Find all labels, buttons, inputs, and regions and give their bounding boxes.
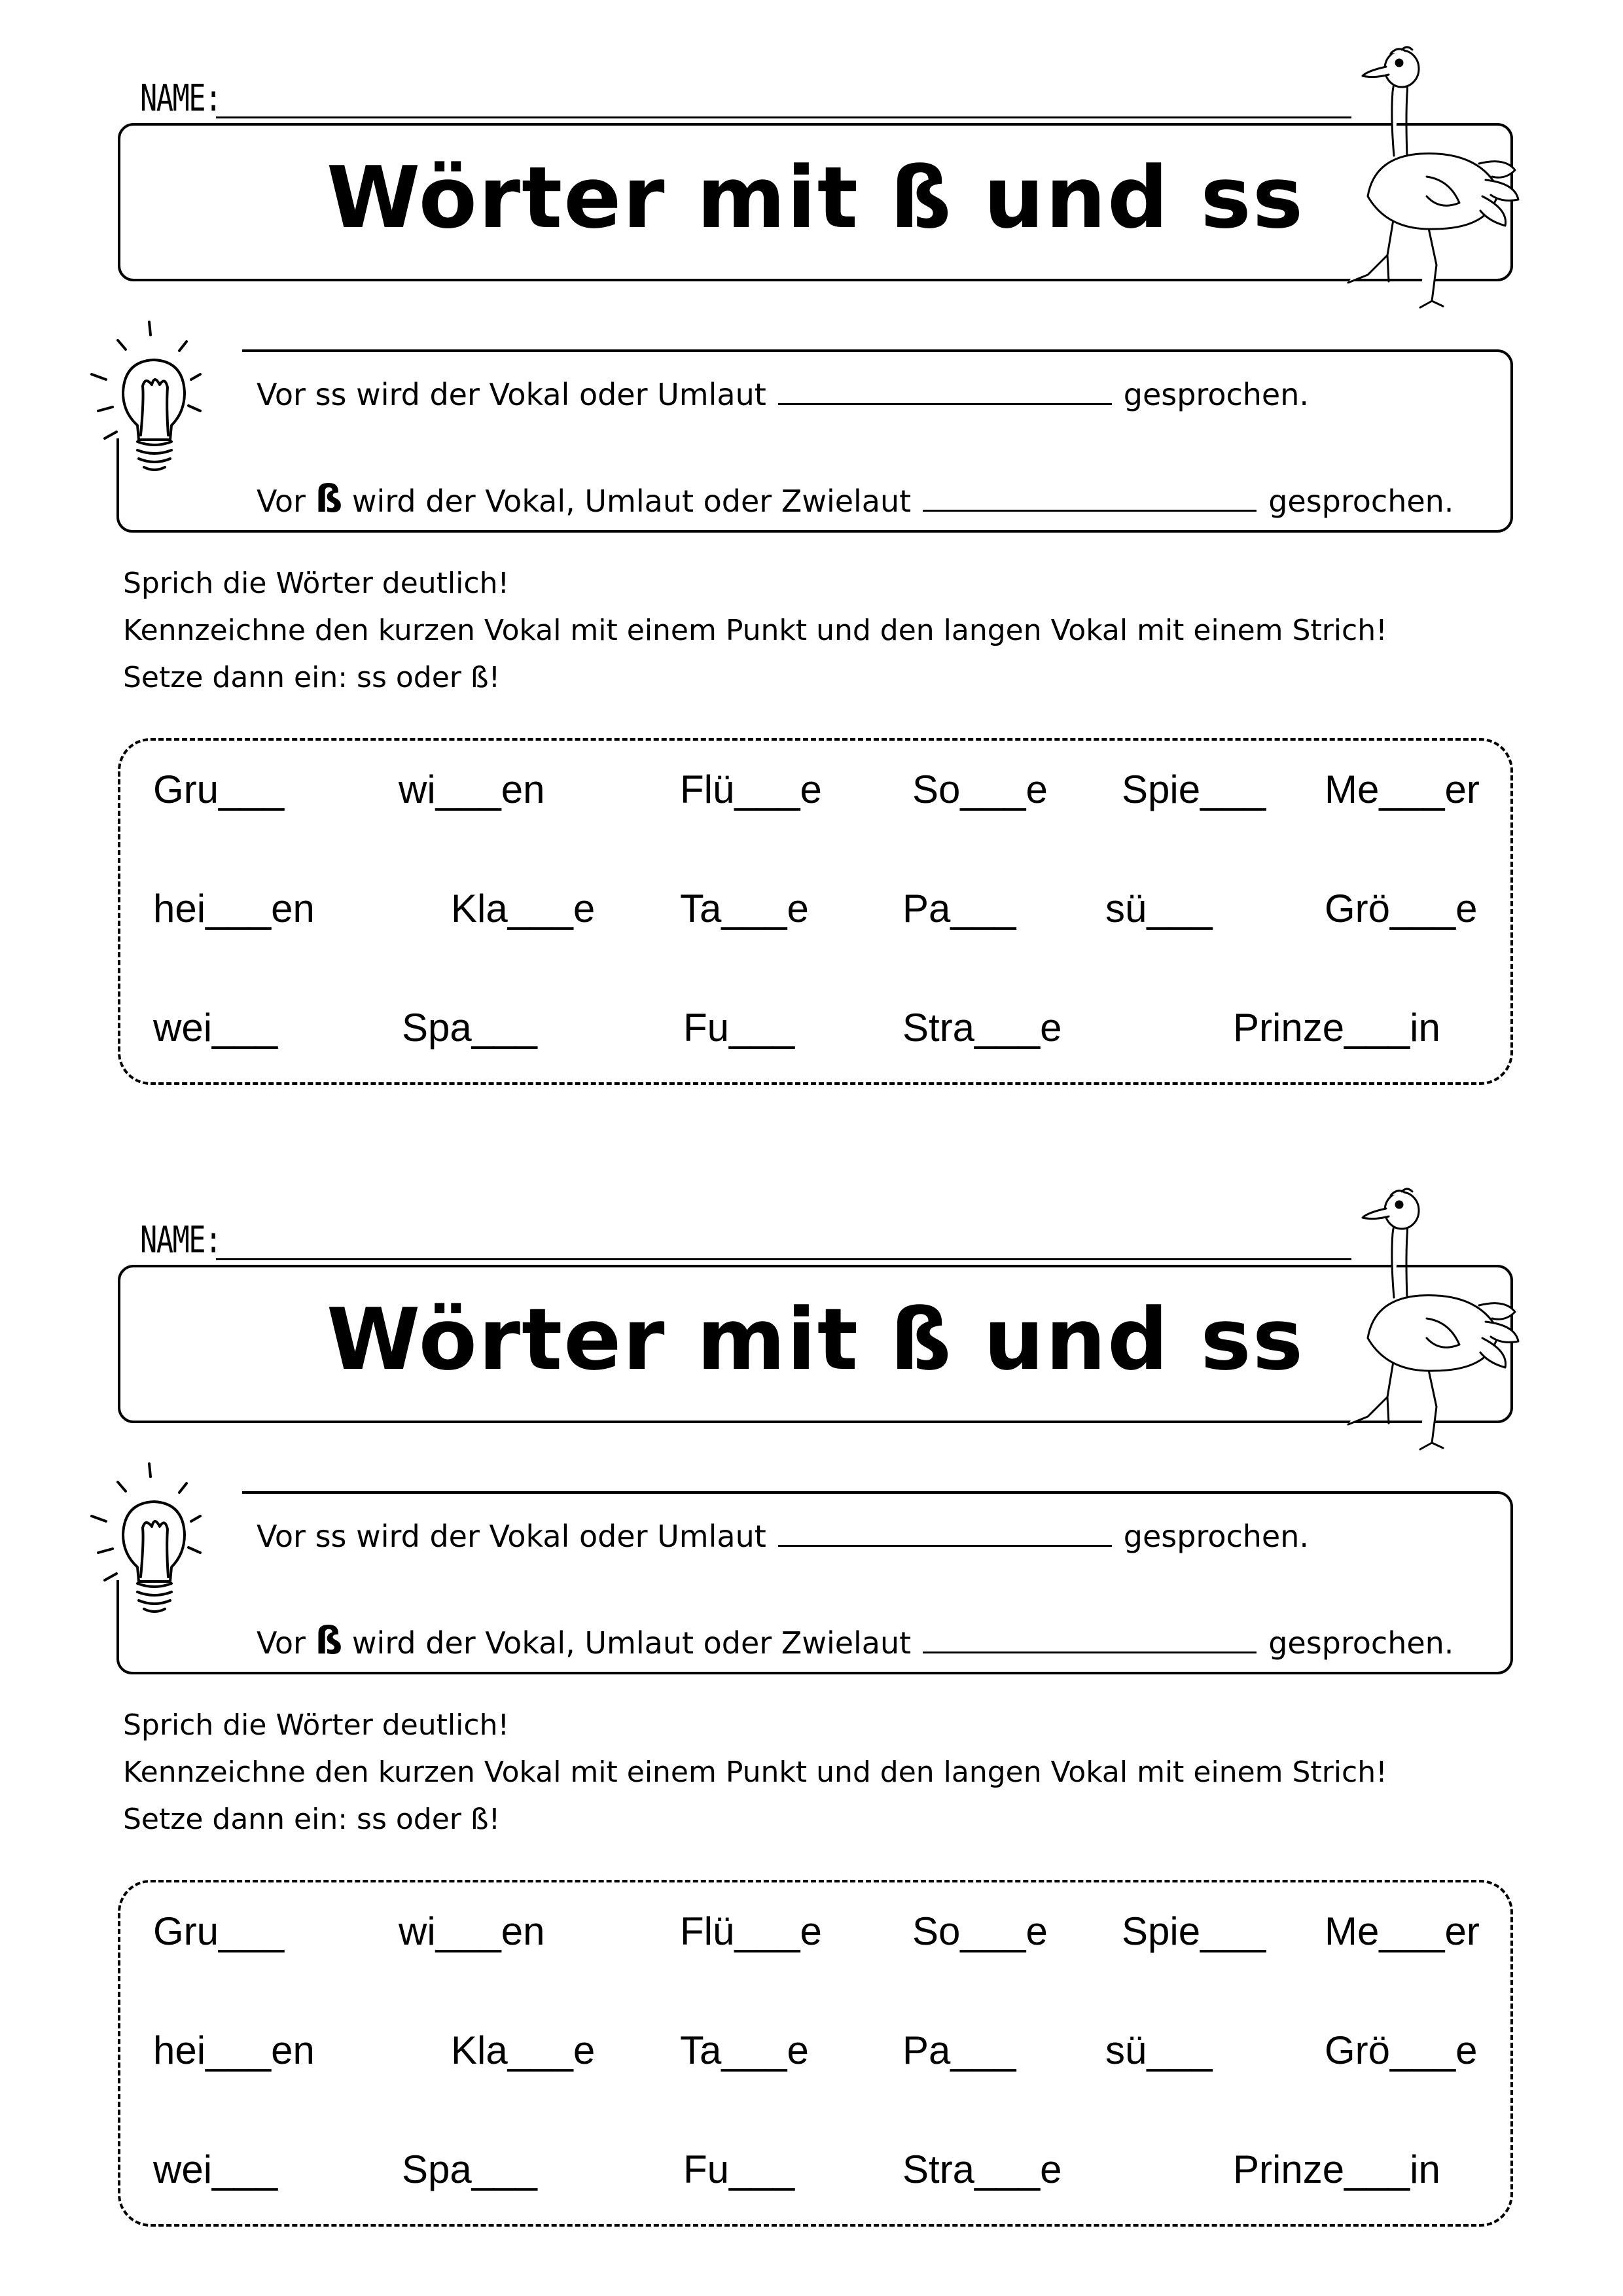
exercise-word[interactable]: Kla___e [451,2028,596,2072]
rule-sz-text-start: Vor [257,484,306,519]
lightbulb-icon [72,1443,236,1619]
answer-blank[interactable] [778,1544,1112,1547]
exercise-word[interactable]: Stra___e [902,2147,1062,2191]
rule-sz-text-start: Vor [257,1625,306,1661]
exercise-word[interactable]: Flü___e [680,1909,822,1953]
exercise-word[interactable]: Fu___ [683,1006,795,1050]
rule-ss [257,1519,1309,1554]
sz-symbol: ß [315,1618,343,1663]
ostrich-illustration [1329,1181,1525,1456]
rule-ss-suffix: gesprochen. [1123,377,1309,412]
rule-sz-text: wird der Vokal, Umlaut oder Zwielaut [351,484,912,519]
ostrich-illustration [1329,39,1525,314]
rule-sz-text: wird der Vokal, Umlaut oder Zwielaut [351,1625,912,1661]
exercise-word[interactable]: Grö___e [1325,2028,1478,2072]
exercise-word[interactable]: Ta___e [680,887,809,930]
rule-sz-suffix: gesprochen. [1268,1625,1454,1661]
rule-ss-suffix: gesprochen. [1123,1519,1309,1554]
rule-sz-suffix: gesprochen. [1268,484,1454,519]
exercise-word[interactable]: Spa___ [402,1006,537,1050]
name-label: NAME: [140,1219,221,1262]
exercise-word[interactable]: Gru___ [153,1909,285,1953]
exercise-word[interactable]: Ta___e [680,2028,809,2072]
exercise-word[interactable]: Spa___ [402,2147,537,2191]
rule-ss [257,377,1309,412]
rule-ss-text: Vor ss wird der Vokal oder Umlaut [257,377,766,412]
answer-blank[interactable] [923,1651,1257,1653]
exercise-word[interactable]: Kla___e [451,887,596,930]
exercise-word[interactable]: Prinze___in [1233,1006,1440,1050]
exercise-word[interactable]: So___e [912,768,1048,811]
instruction: Setze dann ein: ss oder ß! [123,661,501,694]
exercise-word[interactable]: Me___er [1325,768,1480,811]
name-line [216,1258,1351,1260]
word-exercise-box [118,738,1513,1085]
instruction: Kennzeichne den kurzen Vokal mit einem Punkt und den langen Vokal mit einem Strich! [123,1756,1387,1789]
exercise-word[interactable]: Fu___ [683,2147,795,2191]
exercise-word[interactable]: wi___en [399,1909,545,1953]
answer-blank[interactable] [923,509,1257,512]
name-label: NAME: [140,77,221,120]
exercise-word[interactable]: sü___ [1105,2028,1213,2072]
exercise-word[interactable]: Pa___ [902,2028,1016,2072]
exercise-word[interactable]: sü___ [1105,887,1213,930]
exercise-word[interactable]: hei___en [153,2028,315,2072]
exercise-word[interactable]: Pa___ [902,887,1016,930]
worksheet-title: Wörter mit ß und ss [326,148,1305,247]
exercise-word[interactable]: Me___er [1325,1909,1480,1953]
exercise-word[interactable]: Gru___ [153,768,285,811]
answer-blank[interactable] [778,402,1112,405]
rule-sz [257,476,1454,521]
exercise-word[interactable]: wei___ [153,2147,278,2191]
rule-ss-text: Vor ss wird der Vokal oder Umlaut [257,1519,766,1554]
lightbulb-icon [72,301,236,478]
exercise-word[interactable]: Grö___e [1325,887,1478,930]
word-exercise-box [118,1880,1513,2227]
worksheet [0,0,1623,1139]
exercise-word[interactable]: Stra___e [902,1006,1062,1050]
sz-symbol: ß [315,476,343,521]
exercise-word[interactable]: wei___ [153,1006,278,1050]
exercise-word[interactable]: Prinze___in [1233,2147,1440,2191]
name-line [216,116,1351,118]
exercise-word[interactable]: Spie___ [1122,768,1266,811]
worksheet-title: Wörter mit ß und ss [326,1290,1305,1389]
rule-sz [257,1618,1454,1663]
instruction: Sprich die Wörter deutlich! [123,567,510,600]
title-box [118,123,1513,281]
exercise-word[interactable]: So___e [912,1909,1048,1953]
title-box [118,1265,1513,1423]
instruction: Kennzeichne den kurzen Vokal mit einem Punkt und den langen Vokal mit einem Strich! [123,614,1387,647]
instruction: Sprich die Wörter deutlich! [123,1708,510,1742]
instruction: Setze dann ein: ss oder ß! [123,1803,501,1836]
exercise-word[interactable]: Spie___ [1122,1909,1266,1953]
worksheet [0,1142,1623,2280]
exercise-word[interactable]: Flü___e [680,768,822,811]
exercise-word[interactable]: hei___en [153,887,315,930]
exercise-word[interactable]: wi___en [399,768,545,811]
